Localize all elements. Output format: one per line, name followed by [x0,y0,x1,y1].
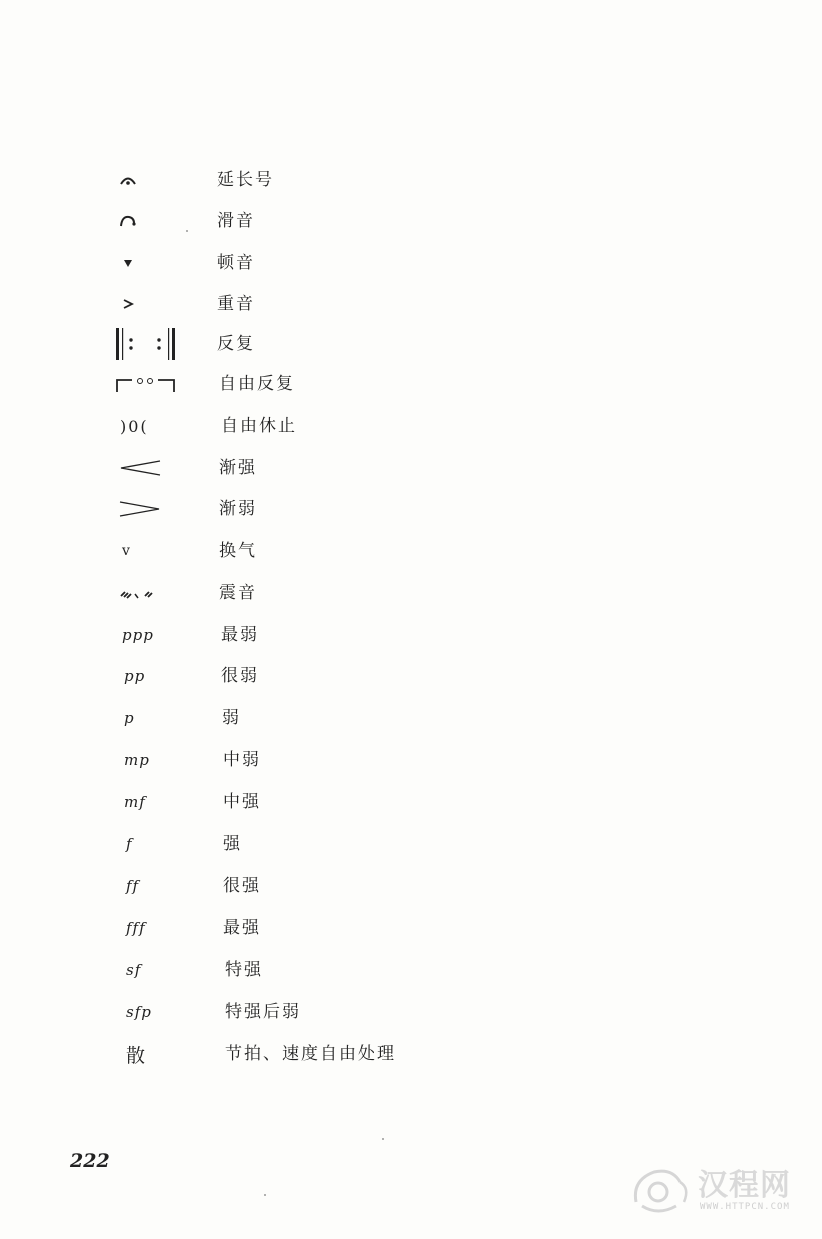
crescendo-hairpin-icon [118,450,162,486]
entry-row [0,994,822,1030]
entry-desc: 震音 [219,583,257,603]
entry-desc: 延长号 [217,170,274,190]
entry-symbol: f [126,835,133,853]
entry-desc: 特强 [225,960,263,980]
entry-desc: 节拍、速度自由处理 [225,1044,396,1064]
entry-symbol-cell [124,784,146,820]
entry-symbol: fff [126,919,146,937]
entry-row [0,742,822,778]
entry-row [0,408,822,444]
scan-speck [186,230,188,232]
entry-symbol: pp [124,667,146,685]
entry-row [0,245,822,281]
entry-symbol: ff [126,877,140,895]
entry-desc: 顿音 [217,253,255,273]
entry-row [0,450,822,486]
entry-symbol-cell [124,700,135,736]
fermata-icon [118,162,138,198]
entry-symbol: 散 [126,1044,146,1067]
entry-desc: 特强后弱 [225,1002,301,1022]
watermark [628,1158,808,1226]
entry-row [0,784,822,820]
entry-symbol: sfp [126,1003,152,1021]
entry-symbol: mf [124,793,146,811]
diminuendo-hairpin-icon [118,491,162,527]
entry-desc: 最强 [223,918,261,938]
entry-row [0,1036,822,1072]
glissando-icon [118,203,138,239]
entry-row [0,575,822,611]
entry-desc: 渐强 [219,458,257,478]
entry-symbol: v [122,543,131,559]
entry-symbol: ppp [122,626,154,644]
entry-desc: 换气 [219,541,257,561]
entry-symbol-cell [122,617,154,653]
scan-speck [264,1194,266,1196]
entry-desc: 滑音 [217,211,255,231]
entry-desc: 自由反复 [219,374,295,394]
entry-symbol-cell [126,994,152,1030]
entry-symbol-cell [126,1036,145,1072]
entry-symbol: p [124,709,135,727]
entry-symbol-cell [124,658,145,694]
entry-desc: 渐弱 [219,499,257,519]
entry-row [0,203,822,239]
entry-row [0,617,822,653]
entry-desc: 很弱 [221,666,259,686]
entry-desc: 很强 [223,876,261,896]
entry-row [0,533,822,569]
entry-desc: 反复 [217,334,255,354]
entry-row [0,366,822,402]
repeat-signs-icon [114,326,178,362]
entry-row [0,162,822,198]
entry-desc: 重音 [217,294,255,314]
accent-icon [118,286,138,322]
free-repeat-bracket-icon [114,366,180,402]
entry-symbol: mp [124,751,150,769]
entry-symbol-cell [120,408,149,444]
tremolo-icon [118,575,158,611]
entry-row [0,952,822,988]
entry-symbol: )0( [120,416,149,436]
entry-symbol-cell [126,826,133,862]
watermark-brand: 汉程网 [698,1168,791,1203]
entry-row [0,826,822,862]
entry-desc: 强 [223,834,242,854]
entry-symbol-cell [122,533,131,569]
page-number: 222 [70,1150,110,1172]
watermark-logo-icon [628,1162,696,1220]
entry-row [0,491,822,527]
entry-desc: 最弱 [221,625,259,645]
entry-symbol-cell [126,952,141,988]
entry-desc: 弱 [222,708,241,728]
staccato-wedge-icon [118,245,138,281]
entry-row [0,868,822,904]
scan-speck [382,1138,384,1140]
watermark-url: WWW.HTTPCN.COM [700,1202,790,1212]
entry-desc: 中强 [223,792,261,812]
entry-row [0,700,822,736]
entry-symbol-cell [126,868,139,904]
entry-symbol-cell [126,910,146,946]
entry-desc: 中弱 [223,750,261,770]
entry-row [0,910,822,946]
entry-desc: 自由休止 [221,416,297,436]
entry-symbol: sf [126,961,142,979]
entry-symbol-cell [124,742,150,778]
entry-row [0,658,822,694]
entry-row [0,286,822,322]
entry-row [0,326,822,362]
